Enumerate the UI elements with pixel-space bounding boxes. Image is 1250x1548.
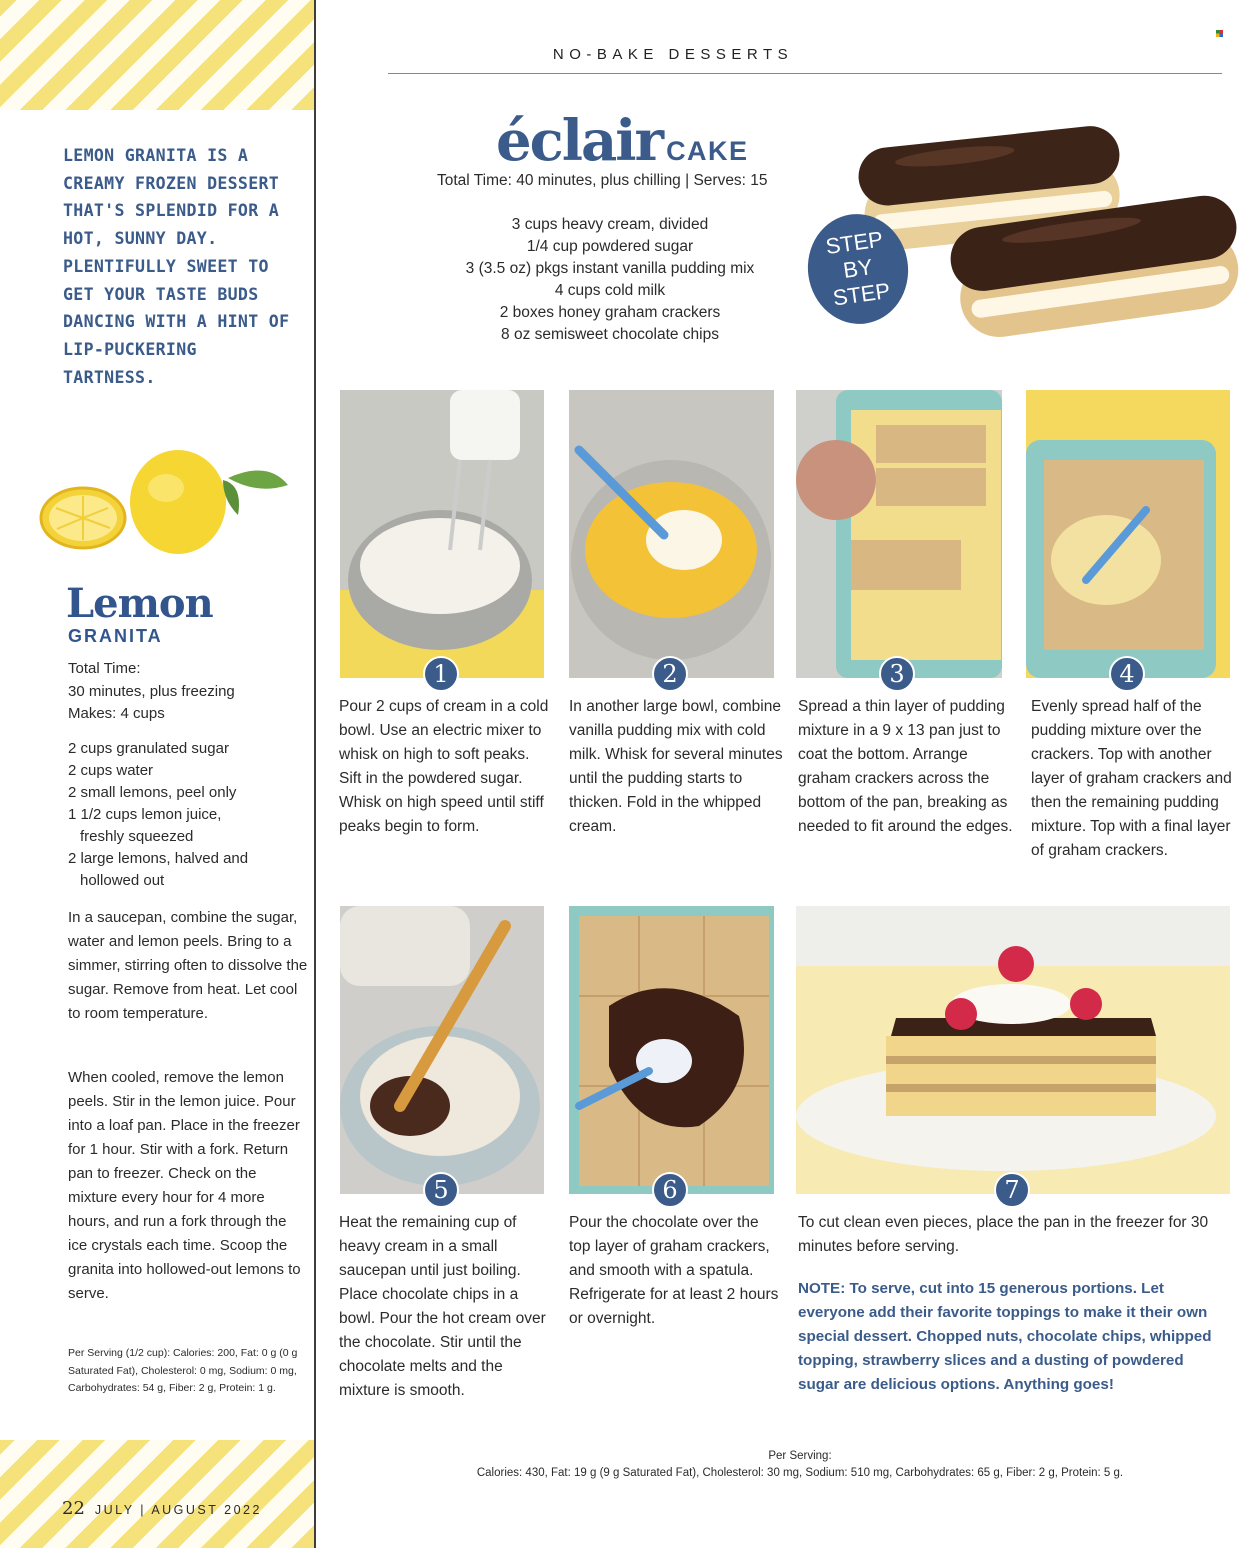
corner-mark-icon (1216, 30, 1223, 37)
step-1-photo (340, 390, 544, 678)
eclair-photo (848, 115, 1248, 345)
page-number: 22 (62, 1498, 85, 1519)
sidebar-quote: LEMON GRANITA IS A CREAMY FROZEN DESSERT THAT'S SPLENDID FOR A HOT, SUNNY DAY. PLENTIFULLY SWEET TO GET YOUR TASTE BUDS DANCING WITH A HINT OF LIP-PUCKERING TARTNESS. (63, 146, 290, 387)
ingredient: 3 cups heavy cream, divided (511, 216, 709, 233)
sidebar-recipe-meta (68, 658, 308, 726)
step-6-text: Pour the chocolate over the top layer of graham crackers, and smooth with a spatula. Refrigerate for at least 2 hours or overnight. (569, 1214, 779, 1327)
sidebar-meta-line: Makes: 4 cups (68, 705, 165, 722)
sidebar-ingredient-list (68, 738, 308, 892)
step-2-number: 2 (652, 656, 688, 692)
ingredient: 1/4 cup powdered sugar (526, 238, 694, 255)
per-serving-values: Calories: 430, Fat: 19 g (9 g Saturated Fat), Cholesterol: 30 mg, Sodium: 510 mg, Carbohydrates: 65 g, Fiber: 2 g, Protein: 5 g. (476, 1467, 1124, 1479)
page-folio (62, 1498, 262, 1519)
step-1-number: 1 (423, 656, 459, 692)
step-5-photo (340, 906, 544, 1194)
recipe-nutrition (400, 1448, 1200, 1482)
step-5-number: 5 (423, 1172, 459, 1208)
step-6-photo (569, 906, 774, 1194)
serving-note: NOTE: To serve, cut into 15 generous portions. Let everyone add their favorite toppings to make it their own special dessert. Chopped nuts, chocolate chips, whipped topping, strawberry slices and a dusting of powdered sugar are delicious options. Anything goes! (798, 1280, 1212, 1393)
recipe-title (496, 108, 749, 174)
lemon-illustration (38, 440, 298, 560)
step-1-text: Pour 2 cups of cream in a cold bowl. Use an electric mixer to whisk on high to soft peaks. Sift in the powdered sugar. Whisk on high speed until stiff peaks begin to form. (339, 698, 549, 835)
sidebar-ingredient: 2 small lemons, peel only (68, 784, 237, 801)
ingredient: 4 cups cold milk (554, 282, 666, 299)
step-2-text: In another large bowl, combine vanilla pudding mix with cold milk. Whisk for several minutes until the pudding starts to thicken. Fold in the whipped cream. (569, 698, 783, 835)
header-rule (388, 73, 1222, 74)
sidebar-instructions-1: In a saucepan, combine the sugar, water and lemon peels. Bring to a simmer, stirring often to dissolve the sugar. Remove from heat. Let cool to room temperature. (68, 909, 308, 1022)
step-5-text: Heat the remaining cup of heavy cream in a small saucepan until just boiling. Place chocolate chips in a bowl. Pour the hot cream over the chocolate. Stir until the chocolate melts and the mixture is smooth. (339, 1214, 546, 1399)
sidebar-ingredient: 1 1/2 cups lemon juice, freshly squeezed (68, 806, 222, 845)
lemon-granita-sidebar (0, 0, 314, 1548)
step-6-number: 6 (652, 1172, 688, 1208)
sidebar-meta-line: 30 minutes, plus freezing (68, 682, 235, 700)
recipe-ingredient-list (400, 214, 820, 346)
step-3-number: 3 (879, 656, 915, 692)
step-7-text: To cut clean even pieces, place the pan in the freezer for 30 minutes before serving. (798, 1214, 1209, 1255)
recipe-meta: Total Time: 40 minutes, plus chilling | Serves: 15 (437, 172, 768, 189)
step-3-photo (796, 390, 1002, 678)
step-by-step-badge: STEP BY STEP (801, 208, 915, 331)
section-label: NO-BAKE DESSERTS (552, 46, 794, 63)
yellow-stripe-pattern-top (0, 0, 314, 110)
ingredient: 3 (3.5 oz) pkgs instant vanilla pudding mix (465, 260, 755, 277)
step-4-text: Evenly spread half of the pudding mixture over the crackers. Top with another layer of graham crackers and then the remaining pudding mixture. Top with a final layer of graham crackers. (1031, 698, 1232, 859)
sidebar-ingredient: 2 large lemons, halved and hollowed out (68, 850, 249, 889)
yellow-stripe-pattern-bottom (0, 1440, 314, 1548)
sidebar-instructions-2: When cooled, remove the lemon peels. Stir in the lemon juice. Pour into a loaf pan. Place in the freezer for 1 hour. Stir with a fork. Return pan to freezer. Check on the mixture every hour for 4 more hours, and run a fork through the ice crystals each time. Scoop the granita into hollowed-out lemons to serve. (68, 1069, 301, 1302)
per-serving-label: Per Serving: (768, 1450, 832, 1462)
ingredient: 8 oz semisweet chocolate chips (501, 326, 719, 343)
step-7-number: 7 (994, 1172, 1030, 1208)
sidebar-ingredient: 2 cups water (68, 762, 154, 779)
step-4-photo (1026, 390, 1230, 678)
sidebar-ingredient: 2 cups granulated sugar (68, 740, 229, 757)
sidebar-nutrition: Per Serving (1/2 cup): Calories: 200, Fat: 0 g (0 g Saturated Fat), Cholesterol: 0 mg, Sodium: 0 mg, Carbohydrates: 54 g, Fiber: 2 g, Protein: 1 g. (68, 1347, 298, 1394)
issue-date: JULY | AUGUST 2022 (94, 1503, 262, 1517)
sidebar-recipe-title: Lemon (66, 580, 213, 627)
sidebar-recipe-subtitle: GRANITA (68, 626, 163, 646)
step-3-text: Spread a thin layer of pudding mixture in a 9 x 13 pan just to coat the bottom. Arrange graham crackers across the bottom of the pan, breaking as needed to fit around the edges. (798, 698, 1013, 835)
sidebar-divider (314, 0, 316, 1548)
step-4-number: 4 (1109, 656, 1145, 692)
step-7-photo (796, 906, 1230, 1194)
recipe-title-sub: CAKE (666, 136, 749, 166)
sidebar-meta-line: Total Time: (68, 660, 141, 677)
ingredient: 2 boxes honey graham crackers (499, 304, 721, 321)
recipe-title-main: éclair (496, 108, 663, 174)
step-2-photo (569, 390, 774, 678)
